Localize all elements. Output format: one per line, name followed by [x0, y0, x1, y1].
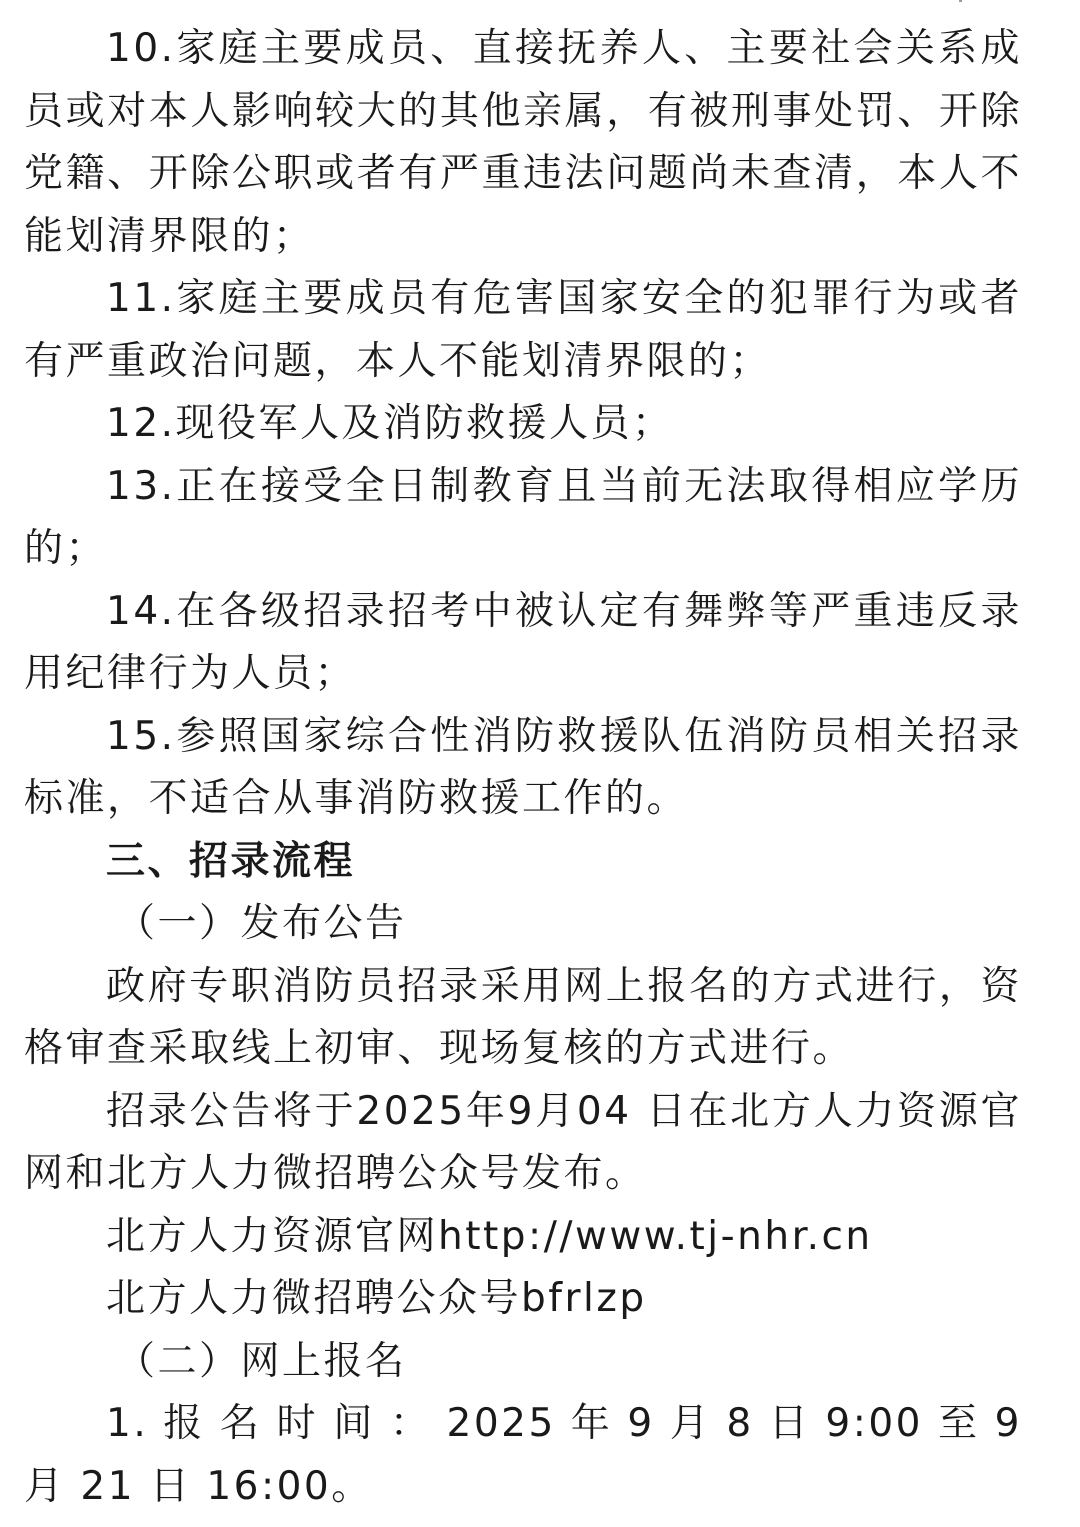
item-15: 15.参照国家综合性消防救援队伍消防员相关招录标准，不适合从事消防救援工作的。	[24, 713, 1022, 821]
announcement-paragraph-1: 政府专职消防员招录采用网上报名的方式进行，资格审查采取线上初审、现场复核的方式进行。	[24, 963, 1022, 1071]
announcement-paragraph-2: 招录公告将于2025年9月04 日在北方人力资源官网和北方人力微招聘公众号发布。	[24, 1088, 1022, 1196]
item-12: 12.现役军人及消防救援人员；	[106, 401, 674, 446]
status-dot	[959, 0, 962, 2]
wechat-account-line: 北方人力微招聘公众号bfrlzp	[106, 1276, 647, 1321]
subsection-heading-online-registration: （二）网上报名	[116, 1338, 407, 1384]
registration-time: 1. 报 名 时 间 ： 2025 年 9 月 8 日 9:00 至 9 月 21 日 16:00。	[24, 1401, 1022, 1509]
item-10: 10.家庭主要成员、直接抚养人、主要社会关系成员或对本人影响较大的其他亲属，有被刑事处罚、开除党籍、开除公职或者有严重违法问题尚未查清，本人不能划清界限的；	[24, 26, 1022, 259]
item-11: 11.家庭主要成员有危害国家安全的犯罪行为或者有严重政治问题，本人不能划清界限的；	[24, 276, 1022, 384]
item-14: 14.在各级招录招考中被认定有舞弊等严重违反录用纪律行为人员；	[24, 588, 1022, 696]
subsection-heading-announcement: （一）发布公告	[116, 901, 407, 946]
website-line: 北方人力资源官网http://www.tj-nhr.cn	[106, 1213, 873, 1259]
section-heading-recruitment-process: 三、招录流程	[106, 838, 356, 884]
document-body	[24, 18, 1022, 1518]
item-13: 13.正在接受全日制教育且当前无法取得相应学历的；	[24, 463, 1022, 571]
